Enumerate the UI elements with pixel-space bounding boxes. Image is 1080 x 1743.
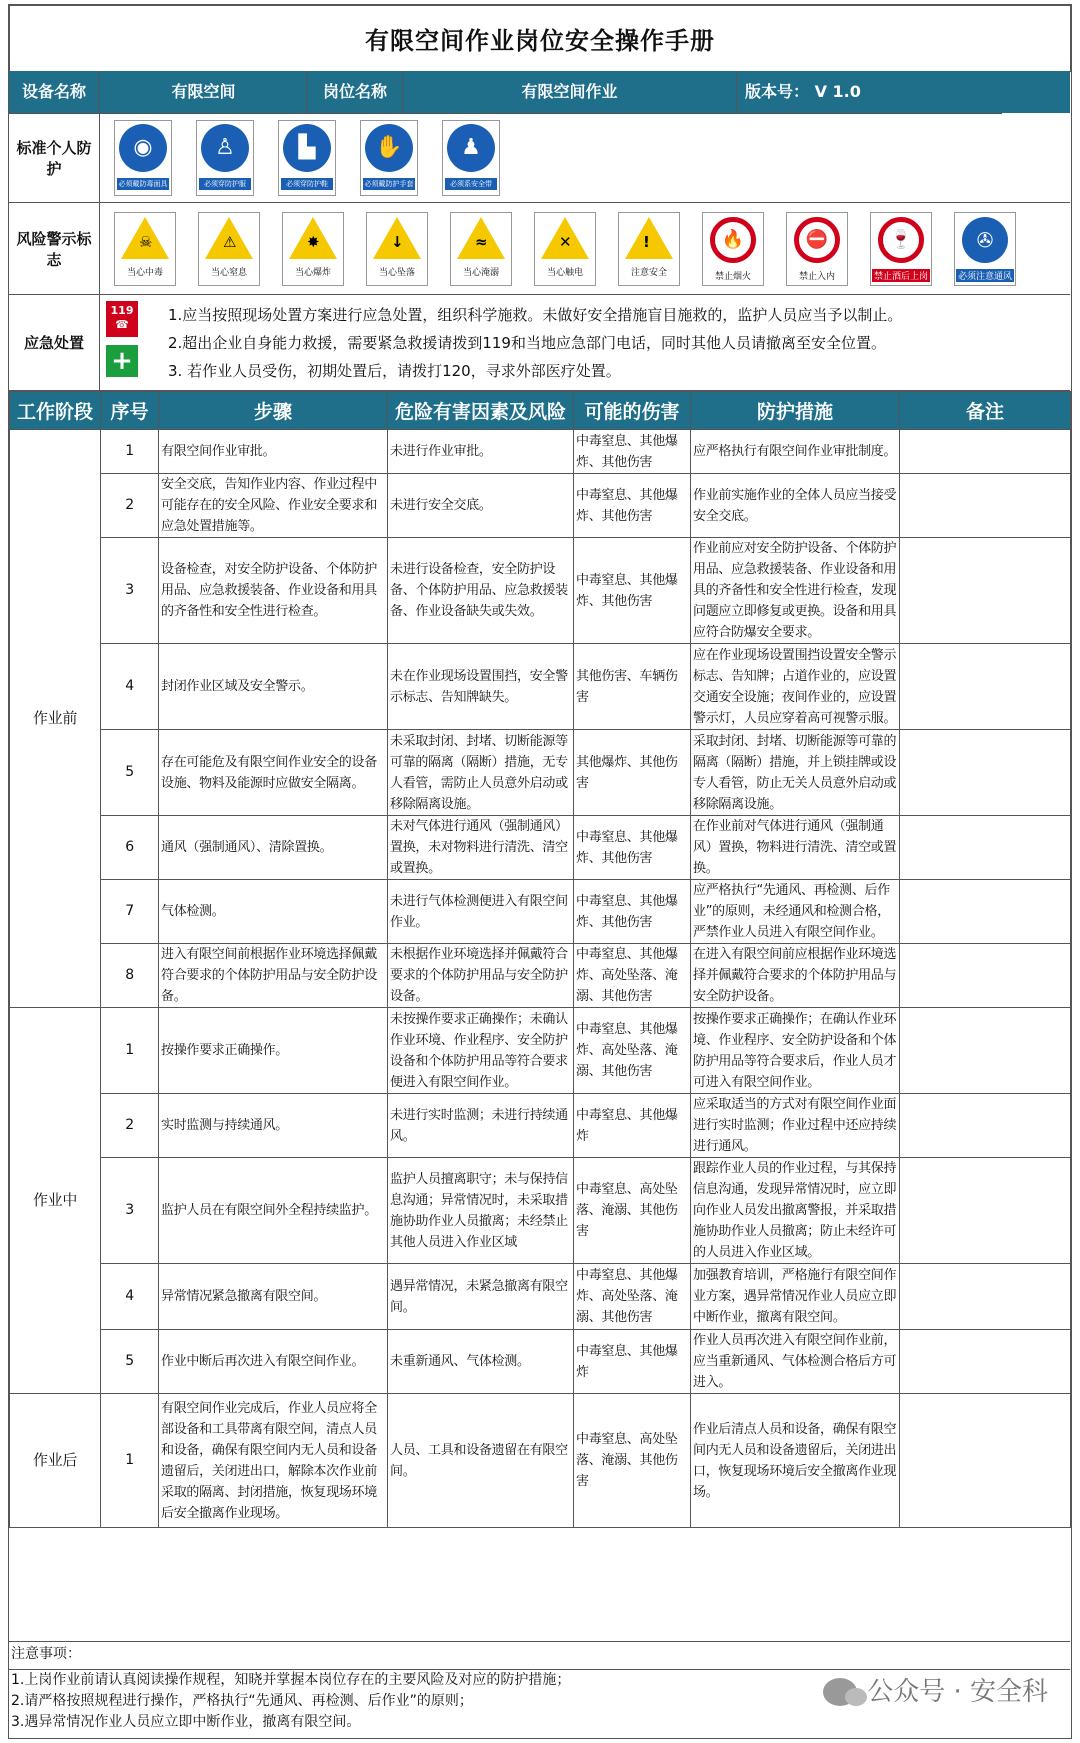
column-header: 步骤 — [159, 392, 388, 430]
warning-triangle — [625, 217, 673, 259]
watermark-text: 公众号 · 安全科 — [867, 1676, 1048, 1707]
table-row — [10, 1008, 1071, 1094]
warning-caption: 当心淹溺 — [462, 267, 499, 278]
warning-caption: 当心坠落 — [378, 267, 415, 278]
warning-glyph: ↓ — [391, 232, 404, 251]
wechat-icon — [823, 1678, 857, 1706]
hazard-text: 未对气体进行通风（强制通风）置换，未对物料进行清洗、清空或置换。 — [388, 816, 574, 880]
step-text: 封闭作业区域及安全警示。 — [159, 644, 388, 730]
table-row — [10, 430, 1071, 474]
step-text: 存在可能危及有限空间作业安全的设备设施、物料及能源时应做安全隔离。 — [159, 730, 388, 816]
warning-caption: 必须注意通风 — [956, 269, 1014, 282]
step-number: 6 — [101, 816, 159, 880]
warning-row — [9, 203, 1070, 295]
note-line: 1.上岗作业前请认真阅读操作规程，知晓并掌握本岗位存在的主要风险及对应的防护措施； — [11, 1672, 571, 1688]
hazard-text: 未根据作业环境选择并佩戴符合要求的个体防护用品与安全防护设备。 — [388, 944, 574, 1008]
emergency-label: 应急处置 — [9, 295, 100, 390]
emergency-line: 3. 若作业人员受伤，初期处置后，请拨打120，寻求外部医疗处置。 — [168, 362, 621, 380]
measure-text: 跟踪作业人员的作业过程，与其保持信息沟通，发现异常情况时，应立即向作业人员发出撤离警报，并采取措施协助作业人员撤离；防止未经许可的人员进入作业区域。 — [691, 1158, 900, 1264]
step-number: 2 — [101, 474, 159, 538]
emergency-line: 2.超出企业自身能力救援，需要紧急救援请拨到119和当地应急部门电话，同时其他人员请撤离至安全位置。 — [168, 334, 886, 352]
warning-triangle — [541, 217, 589, 259]
ppe-caption: 必须戴防护手套 — [364, 179, 414, 188]
remark-cell — [900, 644, 1071, 730]
ppe-row — [9, 113, 1070, 203]
table-row — [10, 1158, 1071, 1264]
fire-phone-number: 119 — [110, 304, 134, 317]
table-row — [10, 944, 1071, 1008]
step-text: 安全交底，告知作业内容、作业过程中可能存在的安全风险、作业安全要求和应急处置措施等。 — [159, 474, 388, 538]
step-text: 按操作要求正确操作。 — [159, 1008, 388, 1094]
harm-text: 中毒窒息、其他爆炸、其他伤害 — [574, 880, 691, 944]
table-row — [10, 474, 1071, 538]
remark-cell — [900, 1158, 1071, 1264]
caution-safety-icon — [618, 212, 680, 286]
remark-cell — [900, 730, 1071, 816]
harm-text: 中毒窒息、其他爆炸 — [574, 1094, 691, 1158]
harm-text: 中毒窒息、高处坠落、淹溺、其他伤害 — [574, 1158, 691, 1264]
warning-glyph: ✸ — [307, 232, 320, 251]
warning-glyph: ☠ — [139, 232, 153, 251]
step-number: 7 — [101, 880, 159, 944]
column-header: 序号 — [101, 392, 159, 430]
warning-icons — [100, 203, 1016, 294]
note-line: 2.请严格按照规程进行操作，严格执行“先通风、再检测、后作业”的原则； — [11, 1693, 473, 1709]
measure-text: 加强教育培训，严格施行有限空间作业方案，遇异常情况作业人员应立即中断作业，撤离有限空间。 — [691, 1264, 900, 1330]
step-text: 作业中断后再次进入有限空间作业。 — [159, 1330, 388, 1394]
measure-text: 应严格执行“先通风、再检测、后作业”的原则，未经通风和检测合格，严禁作业人员进入有限空间作业。 — [691, 880, 900, 944]
ppe-icon-glyph: ♟ — [447, 124, 495, 172]
remark-cell — [900, 1008, 1071, 1094]
measure-text: 在进入有限空间前应根据作业环境选择并佩戴符合要求的个体防护用品与安全防护设备。 — [691, 944, 900, 1008]
step-number: 4 — [101, 1264, 159, 1330]
sign-glyph: ✇ — [962, 217, 1008, 263]
no-drinking-work-icon — [870, 212, 932, 286]
fall-warning-icon — [366, 212, 428, 286]
ppe-caption: 必须系安全带 — [445, 178, 497, 190]
stage-name: 作业前 — [10, 430, 101, 1008]
notes-title: 注意事项： — [11, 1646, 81, 1662]
table-row — [10, 538, 1071, 644]
harness-icon — [442, 120, 500, 196]
warning-label: 风险警示标志 — [9, 203, 100, 294]
warning-glyph: ✕ — [559, 232, 572, 251]
procedure-table-wrap — [9, 391, 1070, 1528]
harm-text: 中毒窒息、其他爆炸 — [574, 1330, 691, 1394]
ppe-icon-glyph: ♙ — [201, 124, 249, 172]
table-row — [10, 816, 1071, 880]
version-label: 版本号： V 1.0 — [745, 82, 861, 101]
post-label: 岗位名称 — [308, 71, 403, 113]
ppe-icon-glyph: ▙ — [283, 124, 331, 172]
sign-glyph: ⛔ — [794, 217, 840, 263]
hazard-text: 未按操作要求正确操作；未确认作业环境、作业程序、安全防护设备和个体防护用品等符合要求便进入有限空间作业。 — [388, 1008, 574, 1094]
step-text: 通风（强制通风）、清除置换。 — [159, 816, 388, 880]
stage-name: 作业后 — [10, 1394, 101, 1528]
hazard-text: 未采取封闭、封堵、切断能源等可靠的隔离（隔断）措施，无专人看管，需防止人员意外启动或移除隔离设施。 — [388, 730, 574, 816]
warning-caption: 禁止烟火 — [714, 271, 751, 282]
measure-text: 采取封闭、封堵、切断能源等可靠的隔离（隔断）措施，并上锁挂牌或设专人看管，防止无关人员意外启动或移除隔离设施。 — [691, 730, 900, 816]
harm-text: 中毒窒息、高处坠落、淹溺、其他伤害 — [574, 1394, 691, 1528]
warning-triangle — [289, 217, 337, 259]
table-row — [10, 644, 1071, 730]
table-row — [10, 880, 1071, 944]
warning-triangle — [121, 217, 169, 259]
warning-caption: 当心爆炸 — [294, 267, 331, 278]
measure-text: 作业前实施作业的全体人员应当接受安全交底。 — [691, 474, 900, 538]
poison-warning-icon — [114, 212, 176, 286]
table-row — [10, 1264, 1071, 1330]
harm-text: 其他爆炸、其他伤害 — [574, 730, 691, 816]
step-number: 3 — [101, 538, 159, 644]
remark-cell — [900, 1394, 1071, 1528]
step-number: 5 — [101, 730, 159, 816]
sign-glyph: 🍷 — [878, 217, 924, 263]
ppe-label: 标准个人防护 — [9, 113, 100, 202]
measure-text: 作业后清点人员和设备，确保有限空间内无人员和设备遗留后，关闭进出口，恢复现场环境后安全撤离作业现场。 — [691, 1394, 900, 1528]
step-number: 8 — [101, 944, 159, 1008]
hazard-text: 人员、工具和设备遗留在有限空间。 — [388, 1394, 574, 1528]
remark-cell — [900, 538, 1071, 644]
column-header: 工作阶段 — [10, 392, 101, 430]
first-aid-icon: + — [106, 345, 138, 377]
manual-sheet — [8, 4, 1072, 1739]
hazard-text: 监护人员擅离职守；未与保持信息沟通；异常情况时，未采取措施协助作业人员撤离；未经禁止其他人员进入作业区域 — [388, 1158, 574, 1264]
info-header-strip — [9, 71, 1070, 113]
warning-caption: 当心窒息 — [210, 267, 247, 278]
warning-glyph: ⚠ — [223, 232, 237, 251]
harm-text: 中毒窒息、其他爆炸、其他伤害 — [574, 816, 691, 880]
hazard-text: 未在作业现场设置围挡，安全警示标志、告知牌缺失。 — [388, 644, 574, 730]
hazard-text: 未进行气体检测便进入有限空间作业。 — [388, 880, 574, 944]
measure-text: 作业前应对安全防护设备、个体防护用品、应急救援装备、作业设备和用具的齐备性和安全性进行检查，发现问题应立即修复或更换。设备和用具应符合防爆安全要求。 — [691, 538, 900, 644]
table-row — [10, 1394, 1071, 1528]
warning-caption: 当心触电 — [546, 267, 583, 278]
step-number: 3 — [101, 1158, 159, 1264]
notes-section — [9, 1641, 1070, 1738]
procedure-table — [9, 391, 1071, 1528]
emergency-line: 1.应当按照现场处置方案进行应急处置，组织科学施救。未做好安全措施盲目施救的，监护人员应当予以制止。 — [168, 306, 903, 324]
remark-cell — [900, 1094, 1071, 1158]
watermark — [823, 1678, 1048, 1706]
warning-caption: 当心中毒 — [126, 267, 163, 278]
column-header: 危险有害因素及风险 — [388, 392, 574, 430]
sign-glyph: 🔥 — [710, 217, 756, 263]
boots-icon — [278, 120, 336, 196]
emergency-row — [9, 295, 1070, 391]
step-text: 进入有限空间前根据作业环境选择佩戴符合要求的个体防护用品与安全防护设备。 — [159, 944, 388, 1008]
ppe-icon-glyph: ✋ — [365, 124, 413, 172]
warning-caption: 禁止酒后上岗 — [872, 269, 930, 282]
harm-text: 中毒窒息、其他爆炸、高处坠落、淹溺、其他伤害 — [574, 1264, 691, 1330]
measure-text: 在作业前对气体进行通风（强制通风）置换，物料进行清洗、清空或置换。 — [691, 816, 900, 880]
remark-cell — [900, 816, 1071, 880]
fire-phone-icon: 119 ☎ — [106, 301, 138, 337]
step-number: 1 — [101, 1394, 159, 1528]
remark-cell — [900, 474, 1071, 538]
column-header-row — [10, 392, 1071, 430]
measure-text: 应采取适当的方式对有限空间作业面进行实时监测；作业过程中还应持续进行通风。 — [691, 1094, 900, 1158]
column-header: 防护措施 — [691, 392, 900, 430]
ppe-icon-glyph: ◉ — [119, 124, 167, 172]
column-header: 备注 — [900, 392, 1071, 430]
table-row — [10, 730, 1071, 816]
step-number: 1 — [101, 1008, 159, 1094]
warning-glyph: ! — [643, 232, 650, 251]
column-header: 可能的伤害 — [574, 392, 691, 430]
step-number: 2 — [101, 1094, 159, 1158]
remark-cell — [900, 944, 1071, 1008]
no-fire-icon — [702, 212, 764, 286]
ppe-caption: 必须穿防护鞋 — [281, 178, 333, 190]
harm-text: 其他伤害、车辆伤害 — [574, 644, 691, 730]
equipment-label: 设备名称 — [9, 71, 100, 113]
harm-text: 中毒窒息、其他爆炸、其他伤害 — [574, 430, 691, 474]
step-number: 5 — [101, 1330, 159, 1394]
step-text: 有限空间作业完成后，作业人员应将全部设备和工具带离有限空间，清点人员和设备，确保有限空间内无人员和设备遗留后，关闭进出口，解除本次作业前采取的隔离、封闭措施，恢复现场环境后安全撤离作业现场。 — [159, 1394, 388, 1528]
equipment-value: 有限空间 — [100, 71, 308, 113]
ventilation-required-icon — [954, 212, 1016, 286]
gloves-icon — [360, 120, 418, 196]
measure-text: 应严格执行有限空间作业审批制度。 — [691, 430, 900, 474]
explosion-warning-icon — [282, 212, 344, 286]
step-number: 1 — [101, 430, 159, 474]
ppe-caption: 必须戴防毒面具 — [118, 179, 168, 188]
step-text: 有限空间作业审批。 — [159, 430, 388, 474]
step-text: 实时监测与持续通风。 — [159, 1094, 388, 1158]
ppe-icons — [100, 113, 500, 202]
hazard-text: 未重新通风、气体检测。 — [388, 1330, 574, 1394]
warning-caption: 禁止入内 — [798, 271, 835, 282]
injury-warning-icon — [534, 212, 596, 286]
step-text: 监护人员在有限空间外全程持续监护。 — [159, 1158, 388, 1264]
ppe-caption: 必须穿防护服 — [199, 178, 251, 190]
note-line: 3.遇异常情况作业人员应立即中断作业，撤离有限空间。 — [11, 1714, 361, 1730]
measure-text: 作业人员再次进入有限空间作业前，应当重新通风、气体检测合格后方可进入。 — [691, 1330, 900, 1394]
step-text: 气体检测。 — [159, 880, 388, 944]
remark-cell — [900, 1330, 1071, 1394]
post-value: 有限空间作业 — [403, 71, 737, 113]
hazard-text: 未进行设备检查，安全防护设备、个体防护用品、应急救援装备、作业设备缺失或失效。 — [388, 538, 574, 644]
warning-triangle — [205, 217, 253, 259]
page-title: 有限空间作业岗位安全操作手册 — [10, 6, 1071, 72]
step-text: 异常情况紧急撤离有限空间。 — [159, 1264, 388, 1330]
hazard-text: 遇异常情况，未紧急撤离有限空间。 — [388, 1264, 574, 1330]
harm-text: 中毒窒息、其他爆炸、高处坠落、淹溺、其他伤害 — [574, 944, 691, 1008]
drowning-warning-icon — [450, 212, 512, 286]
step-number: 4 — [101, 644, 159, 730]
gas-mask-icon — [114, 120, 172, 196]
table-row — [10, 1094, 1071, 1158]
protective-suit-icon — [196, 120, 254, 196]
table-row — [10, 1330, 1071, 1394]
stage-name: 作业中 — [10, 1008, 101, 1394]
harm-text: 中毒窒息、其他爆炸、其他伤害 — [574, 538, 691, 644]
suffocation-warning-icon — [198, 212, 260, 286]
remark-cell — [900, 430, 1071, 474]
remark-cell — [900, 880, 1071, 944]
measure-text: 应在作业现场设置围挡设置安全警示标志、告知牌；占道作业的，应设置交通安全设施；夜间作业的，应设置警示灯，人员应穿着高可视警示服。 — [691, 644, 900, 730]
no-entry-icon — [786, 212, 848, 286]
measure-text: 按操作要求正确操作；在确认作业环境、作业程序、安全防护设备和个体防护用品等符合要求后，作业人员才可进入有限空间作业。 — [691, 1008, 900, 1094]
hazard-text: 未进行安全交底。 — [388, 474, 574, 538]
emergency-content — [100, 295, 1070, 391]
warning-triangle — [457, 217, 505, 259]
warning-triangle — [373, 217, 421, 259]
warning-glyph: ≈ — [475, 232, 488, 251]
step-text: 设备检查，对安全防护设备、个体防护用品、应急救援装备、作业设备和用具的齐备性和安全性进行检查。 — [159, 538, 388, 644]
harm-text: 中毒窒息、其他爆炸、高处坠落、淹溺、其他伤害 — [574, 1008, 691, 1094]
harm-text: 中毒窒息、其他爆炸、其他伤害 — [574, 474, 691, 538]
remark-cell — [900, 1264, 1071, 1330]
warning-caption: 注意安全 — [630, 267, 667, 278]
hazard-text: 未进行作业审批。 — [388, 430, 574, 474]
hazard-text: 未进行实时监测；未进行持续通风。 — [388, 1094, 574, 1158]
